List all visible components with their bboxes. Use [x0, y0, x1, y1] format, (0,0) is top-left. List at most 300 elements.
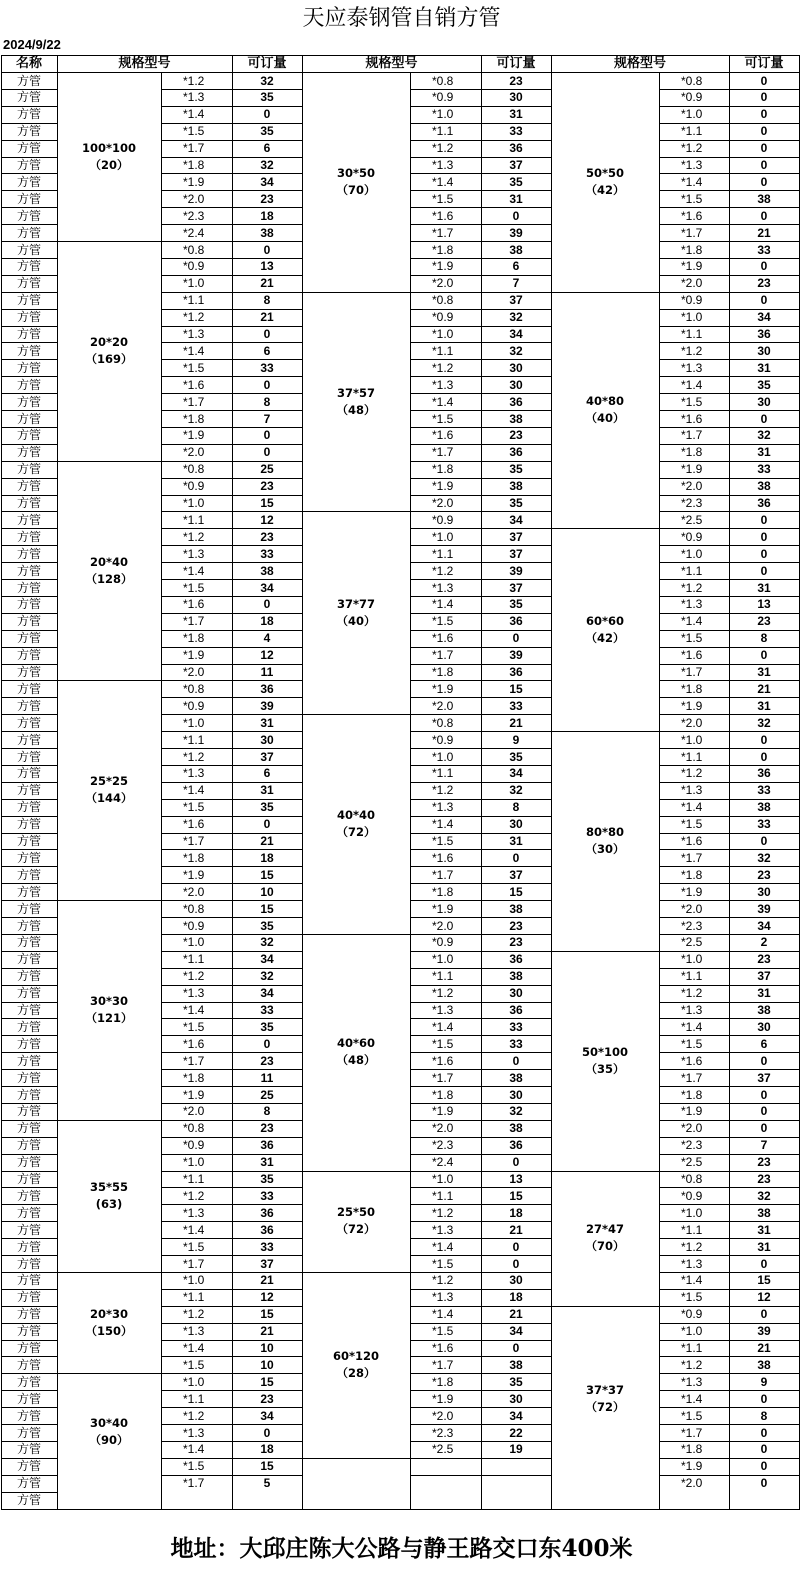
spec-total: （169） [85, 351, 133, 366]
thickness-cell: *1.5 [183, 800, 205, 815]
quantity-cell: 0 [512, 1053, 520, 1068]
spec-group-label [551, 393, 659, 427]
quantity-cell: 30 [757, 884, 771, 899]
thickness-cell: *1.8 [681, 681, 703, 696]
thickness-cell [432, 1475, 481, 1492]
quantity-cell: 25 [260, 462, 274, 477]
header-spec: 规格型号 [365, 56, 418, 71]
thickness-cell: *1.6 [432, 208, 454, 223]
spec-total: （144） [85, 791, 133, 806]
thickness-cell: *2.0 [681, 1476, 703, 1491]
thickness-cell: *1.5 [432, 1256, 454, 1271]
quantity-cell: 0 [512, 631, 520, 646]
quantity-cell: 0 [760, 158, 768, 172]
row-name: 方管 [16, 259, 41, 274]
row-name: 方管 [16, 1290, 41, 1305]
spec-group-label [302, 1204, 410, 1238]
quantity-cell: 0 [760, 1053, 768, 1068]
quantity-cell: 35 [509, 462, 523, 477]
thickness-cell: *1.5 [432, 614, 454, 629]
thickness-cell: *1.0 [183, 1374, 205, 1389]
row-name: 方管 [16, 1172, 41, 1186]
thickness-cell: *1.0 [432, 1172, 454, 1186]
quantity-cell: 34 [260, 580, 274, 595]
quantity-cell: 23 [260, 191, 274, 206]
quantity-cell: 0 [760, 749, 768, 764]
quantity-cell: 23 [260, 529, 274, 544]
quantity-cell: 23 [260, 1053, 274, 1068]
row-name: 方管 [16, 1391, 41, 1406]
row-name: 方管 [16, 563, 41, 578]
thickness-cell: *1.0 [183, 1155, 205, 1170]
row-name: 方管 [16, 276, 41, 291]
thickness-cell: *1.6 [681, 1053, 703, 1068]
row-name: 方管 [16, 462, 41, 477]
quantity-cell: 39 [260, 698, 274, 713]
row-name: 方管 [16, 732, 41, 747]
quantity-cell: 0 [760, 1425, 768, 1440]
grid-line-horizontal [1, 1509, 799, 1510]
spec-total: （72） [336, 1222, 376, 1237]
quantity-cell: 15 [260, 1374, 274, 1389]
row-name: 方管 [16, 1459, 41, 1474]
thickness-cell: *1.3 [681, 1256, 703, 1271]
grid-line-horizontal [551, 292, 659, 293]
grid-line-horizontal [302, 1171, 410, 1172]
quantity-cell: 21 [757, 225, 771, 240]
thickness-cell: *1.4 [681, 377, 703, 392]
thickness-cell: *1.9 [432, 479, 454, 494]
quantity-cell: 38 [509, 901, 523, 916]
thickness-cell: *1.5 [183, 1357, 205, 1372]
row-name: 方管 [16, 1053, 41, 1068]
row-name: 方管 [16, 1003, 41, 1017]
thickness-cell: *1.6 [681, 411, 703, 426]
quantity-cell: 7 [263, 411, 271, 426]
quantity-cell: 8 [760, 1408, 768, 1423]
quantity-cell: 32 [757, 715, 771, 730]
thickness-cell: *1.8 [183, 850, 205, 865]
quantity-cell: 18 [260, 208, 274, 223]
quantity-cell: 32 [757, 1188, 771, 1203]
thickness-cell: *1.2 [432, 360, 454, 375]
thickness-cell: *0.8 [432, 293, 454, 308]
thickness-cell: *1.0 [681, 310, 703, 325]
address-footer: 地址：大邱庄陈大公路与静王路交口东400米 [170, 1535, 633, 1562]
quantity-cell: 0 [512, 208, 520, 223]
quantity-cell: 36 [509, 1138, 523, 1153]
quantity-cell: 36 [260, 1222, 274, 1237]
thickness-cell: *1.3 [681, 597, 703, 612]
spec-total: （30） [585, 841, 625, 856]
quantity-cell: 37 [509, 158, 523, 172]
thickness-cell: *2.0 [681, 479, 703, 494]
quantity-cell: 37 [757, 1070, 771, 1085]
thickness-cell: *1.3 [681, 360, 703, 375]
thickness-cell: *0.8 [183, 901, 205, 916]
quantity-cell: 38 [757, 1357, 771, 1372]
thickness-cell: *2.5 [681, 512, 703, 527]
row-name: 方管 [16, 428, 41, 443]
grid-line-horizontal [551, 1171, 659, 1172]
thickness-cell: *1.4 [432, 394, 454, 409]
grid-line-horizontal [551, 72, 659, 73]
thickness-cell: *1.5 [681, 191, 703, 206]
row-name: 方管 [16, 969, 41, 984]
row-name: 方管 [16, 901, 41, 916]
spec-total: （20） [89, 157, 129, 172]
header-name: 名称 [15, 56, 42, 71]
quantity-cell: 21 [260, 276, 274, 291]
thickness-cell: *1.7 [183, 141, 205, 156]
quantity-cell: 12 [260, 512, 274, 527]
row-name: 方管 [16, 1222, 41, 1237]
spec-size: 50*100 [581, 1044, 629, 1059]
quantity-cell: 6 [263, 766, 271, 781]
report-date: 2024/9/22 [3, 37, 61, 52]
quantity-cell: 39 [509, 225, 523, 240]
header-spec: 规格型号 [613, 56, 666, 71]
quantity-cell: 34 [757, 310, 771, 325]
quantity-cell: 38 [509, 1121, 523, 1136]
thickness-cell: *1.8 [681, 1087, 703, 1102]
quantity-cell: 36 [509, 614, 523, 629]
thickness-cell: *1.7 [432, 445, 454, 460]
quantity-cell: 35 [260, 1019, 274, 1034]
spec-total: （128） [85, 571, 133, 586]
quantity-cell: 18 [260, 1442, 274, 1457]
quantity-cell: 30 [509, 1273, 523, 1288]
row-name: 方管 [16, 1104, 41, 1119]
grid-line-horizontal [57, 1120, 161, 1121]
thickness-cell: *1.0 [183, 276, 205, 291]
thickness-cell: *1.4 [681, 1391, 703, 1406]
row-name: 方管 [16, 986, 41, 1001]
quantity-cell: 30 [509, 817, 523, 832]
quantity-cell: 30 [509, 986, 523, 1001]
quantity-cell: 0 [263, 597, 271, 612]
quantity-cell: 35 [260, 800, 274, 815]
thickness-cell: *1.3 [681, 783, 703, 798]
thickness-cell: *1.2 [681, 1239, 703, 1254]
quantity-cell: 0 [760, 208, 768, 223]
quantity-cell: 31 [757, 698, 771, 713]
row-name: 方管 [16, 614, 41, 629]
row-name: 方管 [16, 580, 41, 595]
quantity-cell: 31 [509, 107, 523, 122]
thickness-cell: *1.4 [681, 1273, 703, 1288]
thickness-cell: *1.7 [681, 225, 703, 240]
row-name: 方管 [16, 867, 41, 882]
thickness-cell: *1.7 [681, 665, 703, 679]
spec-total: （40） [336, 613, 376, 628]
thickness-cell: *1.0 [681, 952, 703, 967]
quantity-cell: 9 [760, 1374, 768, 1389]
thickness-cell: *1.6 [681, 208, 703, 223]
row-name: 方管 [16, 1357, 41, 1372]
quantity-cell: 33 [757, 783, 771, 798]
row-name: 方管 [16, 834, 41, 848]
quantity-cell: 38 [509, 242, 523, 257]
quantity-cell: 32 [509, 1104, 523, 1119]
spec-size: 50*50 [585, 165, 625, 180]
row-name: 方管 [16, 1138, 41, 1153]
row-name: 方管 [16, 496, 41, 510]
quantity-cell: 31 [757, 665, 771, 679]
spec-size: 37*77 [336, 596, 376, 611]
quantity-cell: 31 [260, 715, 274, 730]
quantity-cell: 0 [512, 1155, 520, 1170]
thickness-cell: *0.9 [681, 293, 703, 308]
quantity-cell: 18 [260, 850, 274, 865]
quantity-cell: 0 [263, 1425, 271, 1440]
thickness-cell: *1.6 [183, 817, 205, 832]
row-name: 方管 [16, 1239, 41, 1254]
thickness-cell: *1.0 [681, 546, 703, 561]
quantity-cell: 21 [260, 834, 274, 848]
grid-line-horizontal [57, 900, 161, 901]
spec-size: 30*30 [89, 993, 129, 1008]
quantity-cell: 32 [757, 850, 771, 865]
quantity-cell: 32 [260, 935, 274, 950]
quantity-cell: 12 [260, 648, 274, 663]
grid-line-horizontal [551, 1306, 659, 1307]
spec-group-label [551, 1221, 659, 1255]
quantity-cell: 13 [260, 259, 274, 274]
thickness-cell: *2.0 [183, 884, 205, 899]
row-name: 方管 [16, 293, 41, 308]
thickness-cell: *1.2 [432, 563, 454, 578]
thickness-cell: *1.3 [432, 800, 454, 815]
thickness-cell: *1.3 [681, 158, 703, 172]
quantity-cell: 15 [757, 1273, 771, 1288]
thickness-cell: *0.9 [681, 1188, 703, 1203]
quantity-cell: 18 [509, 1290, 523, 1305]
quantity-cell: 0 [760, 732, 768, 747]
thickness-cell: *1.0 [432, 107, 454, 122]
quantity-cell: 0 [512, 1239, 520, 1254]
row-name: 方管 [16, 817, 41, 832]
thickness-cell: *2.3 [681, 1138, 703, 1153]
thickness-cell: *1.1 [183, 1391, 205, 1406]
thickness-cell: *0.9 [183, 259, 205, 274]
spec-total: （72） [585, 1399, 625, 1414]
quantity-cell: 8 [263, 1104, 271, 1119]
row-name: 方管 [16, 1493, 41, 1508]
thickness-cell: *1.3 [183, 1205, 205, 1220]
quantity-cell: 0 [263, 242, 271, 257]
quantity-cell: 0 [263, 445, 271, 460]
thickness-cell: *1.8 [432, 462, 454, 477]
thickness-cell: *1.1 [432, 766, 454, 781]
quantity-cell: 23 [260, 1121, 274, 1136]
thickness-cell: *2.0 [183, 665, 205, 679]
thickness-cell: *1.8 [681, 867, 703, 882]
thickness-cell: *1.6 [432, 850, 454, 865]
thickness-cell: *1.2 [183, 73, 205, 88]
row-name: 方管 [16, 918, 41, 933]
row-name: 方管 [16, 479, 41, 494]
quantity-cell: 33 [509, 124, 523, 139]
row-name: 方管 [16, 1324, 41, 1339]
spec-size: 37*37 [585, 1382, 625, 1397]
thickness-cell: *1.4 [432, 1239, 454, 1254]
header-qty: 可订量 [744, 56, 784, 71]
row-name: 方管 [16, 1036, 41, 1051]
thickness-cell: *1.1 [681, 124, 703, 139]
thickness-cell: *1.9 [432, 1391, 454, 1406]
quantity-cell: 33 [260, 546, 274, 561]
quantity-cell: 39 [509, 648, 523, 663]
quantity-cell: 0 [760, 1307, 768, 1322]
thickness-cell: *1.9 [681, 1104, 703, 1119]
quantity-cell: 5 [263, 1476, 271, 1491]
quantity-cell: 0 [263, 377, 271, 392]
thickness-cell: *1.2 [681, 766, 703, 781]
quantity-cell: 10 [260, 1341, 274, 1355]
thickness-cell: *1.8 [183, 411, 205, 426]
row-name: 方管 [16, 310, 41, 325]
quantity-cell: 15 [260, 901, 274, 916]
row-name: 方管 [16, 850, 41, 865]
spec-size: 27*47 [585, 1222, 625, 1237]
row-name: 方管 [16, 208, 41, 223]
quantity-cell: 23 [757, 276, 771, 291]
spec-size: 20*20 [89, 334, 129, 349]
thickness-cell: *1.3 [183, 327, 205, 341]
quantity-cell: 0 [760, 1104, 768, 1119]
spec-size: 60*120 [332, 1348, 380, 1363]
quantity-cell: 30 [260, 732, 274, 747]
grid-line-vertical [659, 72, 660, 1510]
quantity-cell: 15 [260, 496, 274, 510]
quantity-cell: 0 [760, 1391, 768, 1406]
thickness-cell: *2.4 [183, 225, 205, 240]
spec-group-label [57, 1306, 161, 1340]
quantity-cell: 38 [757, 1205, 771, 1220]
quantity-cell: 34 [509, 1408, 523, 1423]
thickness-cell: *1.9 [183, 428, 205, 443]
thickness-cell: *0.9 [432, 935, 454, 950]
thickness-cell: *2.0 [432, 276, 454, 291]
row-name: 方管 [16, 174, 41, 189]
thickness-cell: *1.6 [183, 597, 205, 612]
row-name: 方管 [16, 1070, 41, 1085]
thickness-cell: *1.3 [183, 1425, 205, 1440]
grid-line-horizontal [302, 72, 410, 73]
spec-total: （42） [585, 630, 625, 645]
thickness-cell: *1.1 [681, 1341, 703, 1355]
quantity-cell: 13 [509, 1172, 523, 1186]
row-name: 方管 [16, 631, 41, 646]
thickness-cell [432, 1458, 481, 1475]
quantity-cell: 11 [260, 1070, 274, 1085]
thickness-cell: *1.2 [432, 1273, 454, 1288]
thickness-cell: *1.3 [432, 1222, 454, 1237]
thickness-cell: *1.1 [183, 732, 205, 747]
spec-size: 100*100 [81, 140, 137, 155]
row-name: 方管 [16, 884, 41, 899]
quantity-cell: 0 [760, 73, 768, 88]
quantity-cell: 0 [512, 1341, 520, 1355]
row-name: 方管 [16, 1425, 41, 1440]
quantity-cell: 30 [757, 1019, 771, 1034]
thickness-cell: *0.9 [183, 698, 205, 713]
thickness-cell: *2.0 [432, 918, 454, 933]
row-name: 方管 [16, 360, 41, 375]
spec-group-label [302, 1035, 410, 1069]
quantity-cell: 37 [509, 529, 523, 544]
quantity-cell: 0 [263, 1036, 271, 1051]
quantity-cell: 31 [757, 1239, 771, 1254]
quantity-cell: 38 [757, 191, 771, 206]
thickness-cell: *1.4 [183, 1442, 205, 1457]
thickness-cell: *1.2 [681, 141, 703, 156]
quantity-cell: 34 [509, 327, 523, 341]
thickness-cell: *1.4 [681, 614, 703, 629]
quantity-cell: 33 [757, 462, 771, 477]
thickness-cell: *1.8 [183, 631, 205, 646]
thickness-cell: *0.9 [183, 1138, 205, 1153]
thickness-cell: *1.5 [681, 1290, 703, 1305]
spec-group-label [57, 993, 161, 1027]
thickness-cell: *1.7 [432, 867, 454, 882]
spec-size: 40*60 [336, 1036, 376, 1051]
grid-line-vertical [302, 55, 303, 1510]
spec-group-label [302, 807, 410, 841]
spec-size: 20*30 [89, 1306, 129, 1321]
thickness-cell: *1.4 [681, 174, 703, 189]
quantity-cell: 30 [757, 394, 771, 409]
quantity-cell: 0 [760, 529, 768, 544]
thickness-cell: *1.4 [432, 174, 454, 189]
spec-total: （35） [585, 1061, 625, 1076]
quantity-cell: 0 [760, 1121, 768, 1136]
thickness-cell: *1.5 [432, 1036, 454, 1051]
thickness-cell: *1.9 [432, 259, 454, 274]
quantity-cell: 31 [757, 360, 771, 375]
row-name: 方管 [16, 1256, 41, 1271]
quantity-cell: 9 [512, 732, 520, 747]
quantity-cell: 0 [760, 512, 768, 527]
row-name: 方管 [16, 1408, 41, 1423]
quantity-cell: 18 [260, 614, 274, 629]
row-name: 方管 [16, 698, 41, 713]
quantity-cell: 36 [757, 496, 771, 510]
quantity-cell: 19 [509, 1442, 523, 1457]
quantity-cell: 2 [760, 935, 768, 950]
thickness-cell: *1.2 [681, 343, 703, 358]
row-name: 方管 [16, 73, 41, 88]
thickness-cell: *1.0 [681, 732, 703, 747]
quantity-cell: 0 [760, 1442, 768, 1457]
row-name: 方管 [16, 783, 41, 798]
spec-group-label [57, 1415, 161, 1449]
thickness-cell: *1.2 [432, 783, 454, 798]
thickness-cell: *1.0 [183, 496, 205, 510]
thickness-cell: *1.8 [432, 884, 454, 899]
quantity-cell: 21 [509, 1307, 523, 1322]
thickness-cell: *1.7 [183, 1256, 205, 1271]
thickness-cell: *1.5 [432, 834, 454, 848]
thickness-cell: *1.7 [681, 1425, 703, 1440]
row-name: 方管 [16, 952, 41, 967]
thickness-cell: *1.8 [681, 1442, 703, 1457]
thickness-cell: *1.2 [183, 1188, 205, 1203]
quantity-cell: 8 [512, 800, 520, 815]
quantity-cell: 7 [760, 1138, 768, 1153]
quantity-cell: 15 [509, 884, 523, 899]
